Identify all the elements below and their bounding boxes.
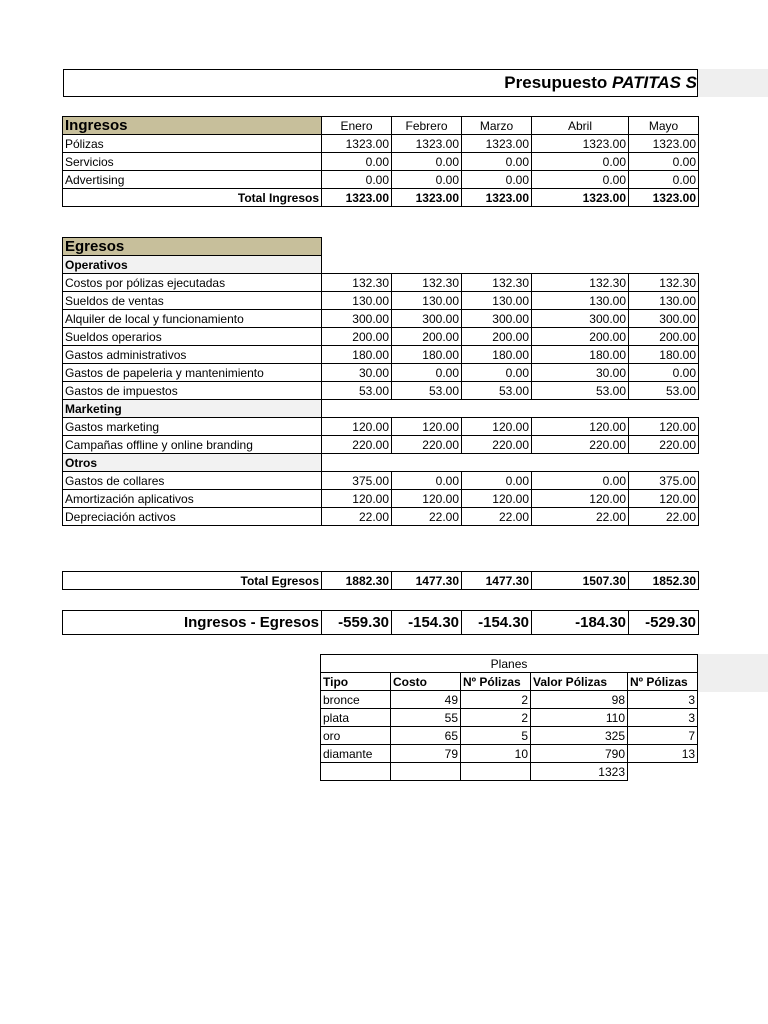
empty-cell bbox=[629, 238, 699, 256]
month-header: Abril bbox=[532, 117, 629, 135]
value-cell: 0.00 bbox=[392, 472, 462, 490]
empty-cell bbox=[392, 256, 462, 274]
value-cell: 180.00 bbox=[532, 346, 629, 364]
planes-column-header: Nº Pólizas bbox=[461, 673, 531, 691]
value-cell: 300.00 bbox=[322, 310, 392, 328]
value-cell: 0.00 bbox=[629, 153, 699, 171]
total-value: 1323.00 bbox=[392, 189, 462, 207]
value-cell: 0.00 bbox=[462, 472, 532, 490]
value-cell: 375.00 bbox=[322, 472, 392, 490]
empty-cell bbox=[629, 454, 699, 472]
value-cell: 1323.00 bbox=[462, 135, 532, 153]
planes-column-header: Tipo bbox=[321, 673, 391, 691]
diferencia-value: -154.30 bbox=[392, 611, 462, 635]
value-cell: 200.00 bbox=[532, 328, 629, 346]
empty-cell bbox=[462, 238, 532, 256]
empty-cell bbox=[629, 400, 699, 418]
row-label: Depreciación activos bbox=[63, 508, 322, 526]
planes-column-header: Costo bbox=[391, 673, 461, 691]
total-value: 1507.30 bbox=[532, 572, 629, 590]
planes-title-row bbox=[321, 655, 698, 673]
total-egresos-table bbox=[62, 571, 699, 590]
row-label: Gastos de impuestos bbox=[63, 382, 322, 400]
value-cell: 30.00 bbox=[532, 364, 629, 382]
total-ingresos-row bbox=[63, 189, 699, 207]
plan-value: 65 bbox=[391, 727, 461, 745]
value-cell: 0.00 bbox=[629, 171, 699, 189]
egresos-heading: Egresos bbox=[63, 238, 322, 256]
empty-cell bbox=[321, 763, 391, 781]
egresos-row bbox=[63, 328, 699, 346]
egresos-row bbox=[63, 382, 699, 400]
value-cell: 0.00 bbox=[532, 171, 629, 189]
month-header: Febrero bbox=[392, 117, 462, 135]
plan-value: 5 bbox=[461, 727, 531, 745]
value-cell: 180.00 bbox=[322, 346, 392, 364]
total-egresos-row bbox=[63, 572, 699, 590]
planes-header-row bbox=[321, 673, 698, 691]
total-value: 1323.00 bbox=[322, 189, 392, 207]
ingresos-table bbox=[62, 116, 699, 207]
row-label: Gastos de collares bbox=[63, 472, 322, 490]
value-cell: 120.00 bbox=[392, 490, 462, 508]
ingresos-row bbox=[63, 153, 699, 171]
value-cell: 120.00 bbox=[392, 418, 462, 436]
empty-cell bbox=[322, 400, 392, 418]
total-egresos-label: Total Egresos bbox=[63, 572, 322, 590]
empty-cell bbox=[629, 256, 699, 274]
empty-cell bbox=[461, 763, 531, 781]
egresos-row bbox=[63, 346, 699, 364]
row-label: Gastos administrativos bbox=[63, 346, 322, 364]
diferencia-row bbox=[63, 611, 699, 635]
value-cell: 300.00 bbox=[392, 310, 462, 328]
value-cell: 1323.00 bbox=[532, 135, 629, 153]
value-cell: 200.00 bbox=[629, 328, 699, 346]
value-cell: 200.00 bbox=[392, 328, 462, 346]
value-cell: 0.00 bbox=[462, 171, 532, 189]
planes-row bbox=[321, 745, 698, 763]
value-cell: 1323.00 bbox=[629, 135, 699, 153]
group-header-row bbox=[63, 256, 699, 274]
value-cell: 130.00 bbox=[629, 292, 699, 310]
plan-value: 3 bbox=[628, 691, 698, 709]
plan-type: plata bbox=[321, 709, 391, 727]
empty-cell bbox=[392, 454, 462, 472]
value-cell: 0.00 bbox=[322, 153, 392, 171]
row-label: Alquiler de local y funcionamiento bbox=[63, 310, 322, 328]
value-cell: 53.00 bbox=[392, 382, 462, 400]
value-cell: 130.00 bbox=[462, 292, 532, 310]
plan-value: 3 bbox=[628, 709, 698, 727]
total-value: 1477.30 bbox=[392, 572, 462, 590]
empty-cell bbox=[462, 400, 532, 418]
diferencia-table bbox=[62, 610, 699, 635]
value-cell: 53.00 bbox=[462, 382, 532, 400]
value-cell: 130.00 bbox=[322, 292, 392, 310]
planes-total: 1323 bbox=[531, 763, 628, 781]
row-label: Gastos de papeleria y mantenimiento bbox=[63, 364, 322, 382]
diferencia-value: -559.30 bbox=[322, 611, 392, 635]
empty-cell bbox=[532, 238, 629, 256]
row-label: Advertising bbox=[63, 171, 322, 189]
page-title bbox=[63, 69, 698, 97]
value-cell: 132.30 bbox=[462, 274, 532, 292]
grey-strip bbox=[697, 69, 768, 97]
plan-value: 98 bbox=[531, 691, 628, 709]
diferencia-value: -154.30 bbox=[462, 611, 532, 635]
value-cell: 130.00 bbox=[532, 292, 629, 310]
value-cell: 0.00 bbox=[532, 153, 629, 171]
egresos-row bbox=[63, 310, 699, 328]
empty-cell bbox=[392, 400, 462, 418]
plan-value: 2 bbox=[461, 709, 531, 727]
plan-value: 325 bbox=[531, 727, 628, 745]
value-cell: 180.00 bbox=[629, 346, 699, 364]
planes-column-header: Valor Pólizas bbox=[531, 673, 628, 691]
group-heading: Otros bbox=[63, 454, 322, 472]
row-label: Costos por pólizas ejecutadas bbox=[63, 274, 322, 292]
empty-cell bbox=[392, 238, 462, 256]
plan-type: bronce bbox=[321, 691, 391, 709]
egresos-row bbox=[63, 490, 699, 508]
plan-value: 79 bbox=[391, 745, 461, 763]
value-cell: 132.30 bbox=[322, 274, 392, 292]
planes-title: Planes bbox=[321, 655, 698, 673]
egresos-row bbox=[63, 364, 699, 382]
value-cell: 180.00 bbox=[392, 346, 462, 364]
value-cell: 0.00 bbox=[462, 153, 532, 171]
group-heading: Operativos bbox=[63, 256, 322, 274]
value-cell: 30.00 bbox=[322, 364, 392, 382]
value-cell: 200.00 bbox=[322, 328, 392, 346]
plan-value: 10 bbox=[461, 745, 531, 763]
planes-row bbox=[321, 727, 698, 745]
egresos-header-row bbox=[63, 238, 699, 256]
planes-total-row bbox=[321, 763, 698, 781]
planes-row bbox=[321, 691, 698, 709]
empty-cell bbox=[532, 400, 629, 418]
value-cell: 130.00 bbox=[392, 292, 462, 310]
planes-row bbox=[321, 709, 698, 727]
empty-cell bbox=[391, 763, 461, 781]
egresos-row bbox=[63, 418, 699, 436]
value-cell: 0.00 bbox=[532, 472, 629, 490]
month-header: Mayo bbox=[629, 117, 699, 135]
value-cell: 200.00 bbox=[462, 328, 532, 346]
group-heading: Marketing bbox=[63, 400, 322, 418]
value-cell: 120.00 bbox=[322, 418, 392, 436]
total-value: 1477.30 bbox=[462, 572, 532, 590]
egresos-row bbox=[63, 274, 699, 292]
empty-cell bbox=[628, 763, 698, 781]
value-cell: 22.00 bbox=[322, 508, 392, 526]
title-company: PATITAS S bbox=[612, 73, 697, 92]
row-label: Pólizas bbox=[63, 135, 322, 153]
row-label: Servicios bbox=[63, 153, 322, 171]
value-cell: 120.00 bbox=[629, 418, 699, 436]
row-label: Campañas offline y online branding bbox=[63, 436, 322, 454]
empty-cell bbox=[322, 256, 392, 274]
empty-cell bbox=[462, 454, 532, 472]
diferencia-value: -529.30 bbox=[629, 611, 699, 635]
value-cell: 220.00 bbox=[629, 436, 699, 454]
value-cell: 22.00 bbox=[532, 508, 629, 526]
value-cell: 1323.00 bbox=[322, 135, 392, 153]
month-header: Marzo bbox=[462, 117, 532, 135]
diferencia-label: Ingresos - Egresos bbox=[63, 611, 322, 635]
empty-cell bbox=[532, 256, 629, 274]
plan-value: 110 bbox=[531, 709, 628, 727]
egresos-row bbox=[63, 472, 699, 490]
total-value: 1323.00 bbox=[629, 189, 699, 207]
value-cell: 120.00 bbox=[462, 418, 532, 436]
total-ingresos-label: Total Ingresos bbox=[63, 189, 322, 207]
value-cell: 0.00 bbox=[322, 171, 392, 189]
plan-type: diamante bbox=[321, 745, 391, 763]
value-cell: 220.00 bbox=[532, 436, 629, 454]
value-cell: 220.00 bbox=[392, 436, 462, 454]
total-value: 1323.00 bbox=[462, 189, 532, 207]
value-cell: 120.00 bbox=[532, 418, 629, 436]
value-cell: 132.30 bbox=[629, 274, 699, 292]
plan-value: 7 bbox=[628, 727, 698, 745]
plan-type: oro bbox=[321, 727, 391, 745]
value-cell: 375.00 bbox=[629, 472, 699, 490]
value-cell: 53.00 bbox=[322, 382, 392, 400]
total-value: 1882.30 bbox=[322, 572, 392, 590]
empty-cell bbox=[462, 256, 532, 274]
empty-cell bbox=[322, 238, 392, 256]
ingresos-header-row bbox=[63, 117, 699, 135]
ingresos-row bbox=[63, 171, 699, 189]
value-cell: 220.00 bbox=[322, 436, 392, 454]
value-cell: 132.30 bbox=[392, 274, 462, 292]
ingresos-heading: Ingresos bbox=[63, 117, 322, 135]
egresos-row bbox=[63, 292, 699, 310]
row-label: Amortización aplicativos bbox=[63, 490, 322, 508]
value-cell: 53.00 bbox=[532, 382, 629, 400]
value-cell: 300.00 bbox=[462, 310, 532, 328]
ingresos-row bbox=[63, 135, 699, 153]
value-cell: 22.00 bbox=[462, 508, 532, 526]
value-cell: 53.00 bbox=[629, 382, 699, 400]
diferencia-value: -184.30 bbox=[532, 611, 629, 635]
plan-value: 790 bbox=[531, 745, 628, 763]
value-cell: 0.00 bbox=[462, 364, 532, 382]
plan-value: 55 bbox=[391, 709, 461, 727]
empty-cell bbox=[322, 454, 392, 472]
value-cell: 180.00 bbox=[462, 346, 532, 364]
planes-table bbox=[320, 654, 698, 781]
value-cell: 0.00 bbox=[392, 171, 462, 189]
value-cell: 300.00 bbox=[532, 310, 629, 328]
empty-cell bbox=[532, 454, 629, 472]
row-label: Gastos marketing bbox=[63, 418, 322, 436]
value-cell: 22.00 bbox=[629, 508, 699, 526]
egresos-table bbox=[62, 237, 699, 526]
value-cell: 0.00 bbox=[629, 364, 699, 382]
plan-value: 49 bbox=[391, 691, 461, 709]
plan-value: 2 bbox=[461, 691, 531, 709]
group-header-row bbox=[63, 400, 699, 418]
value-cell: 132.30 bbox=[532, 274, 629, 292]
total-value: 1323.00 bbox=[532, 189, 629, 207]
total-value: 1852.30 bbox=[629, 572, 699, 590]
egresos-row bbox=[63, 508, 699, 526]
value-cell: 300.00 bbox=[629, 310, 699, 328]
plan-value: 13 bbox=[628, 745, 698, 763]
planes-column-header: Nº Pólizas bbox=[628, 673, 698, 691]
row-label: Sueldos operarios bbox=[63, 328, 322, 346]
row-label: Sueldos de ventas bbox=[63, 292, 322, 310]
value-cell: 22.00 bbox=[392, 508, 462, 526]
group-header-row bbox=[63, 454, 699, 472]
value-cell: 120.00 bbox=[629, 490, 699, 508]
value-cell: 1323.00 bbox=[392, 135, 462, 153]
month-header: Enero bbox=[322, 117, 392, 135]
value-cell: 0.00 bbox=[392, 153, 462, 171]
value-cell: 120.00 bbox=[532, 490, 629, 508]
grey-strip bbox=[697, 654, 768, 692]
title-prefix: Presupuesto bbox=[504, 73, 612, 92]
value-cell: 220.00 bbox=[462, 436, 532, 454]
value-cell: 120.00 bbox=[462, 490, 532, 508]
value-cell: 0.00 bbox=[392, 364, 462, 382]
egresos-row bbox=[63, 436, 699, 454]
value-cell: 120.00 bbox=[322, 490, 392, 508]
